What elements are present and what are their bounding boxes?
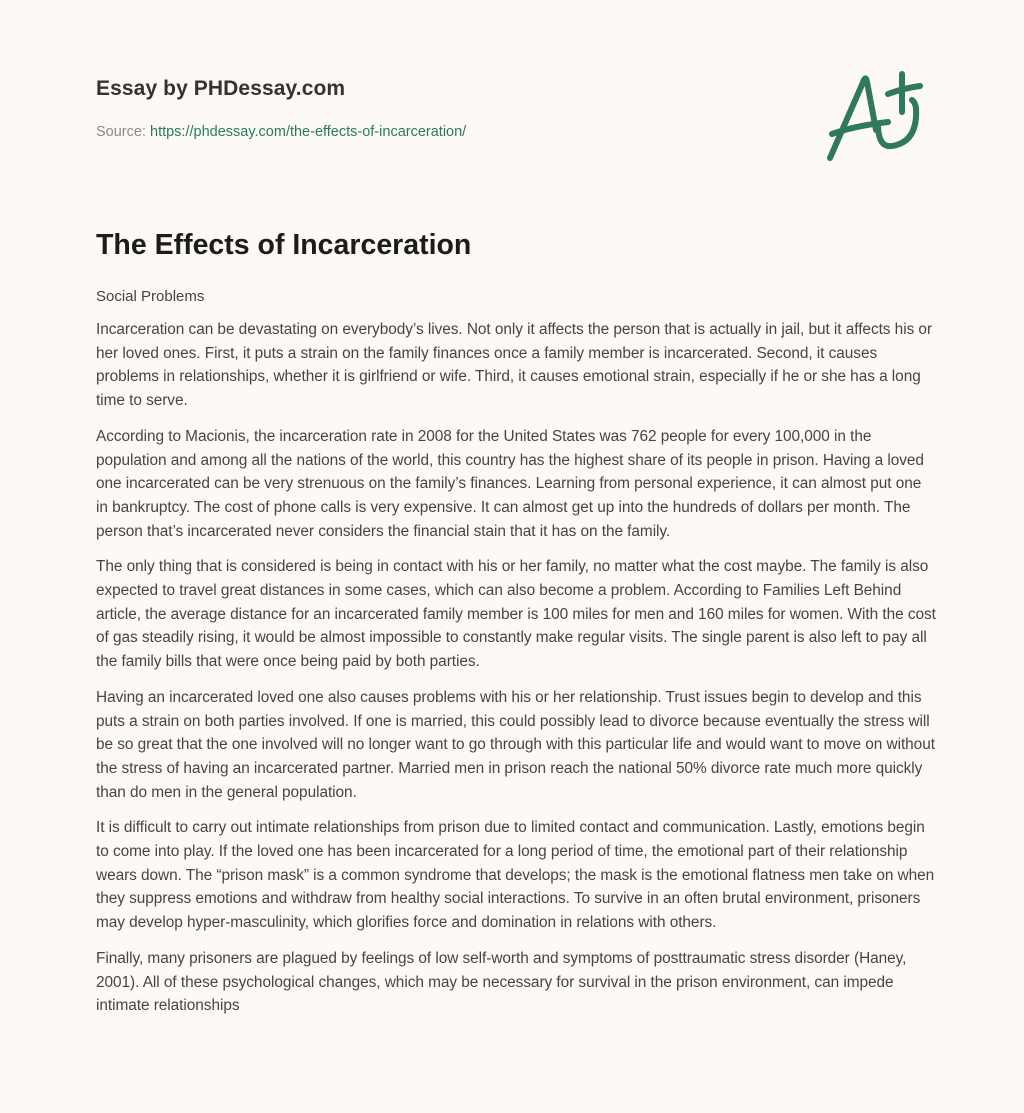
paragraph: Finally, many prisoners are plagued by feelings of low self-worth and symptoms of posttraumatic stress disorder (Haney, 2001). All of these psychological changes, which may be necessary for survival in the prison environment, can impede intimate relationships bbox=[96, 949, 907, 1015]
source-line bbox=[96, 122, 796, 142]
paragraph: Having an incarcerated loved one also causes problems with his or her relationship. Trust issues begin to develop and this puts a strain on both parties involved. If one is married, this could possibly lead to divorce because eventually the stress will be so great that the one involved will no longer want to go through with this particular life and would want to move on without the stress of having an incarcerated partner. Married men in prison reach the national 50% divorce rate much more quickly than do men in the general population. bbox=[96, 688, 935, 801]
source-label: Source: bbox=[96, 124, 150, 140]
page-title: The Effects of Incarceration bbox=[96, 229, 472, 261]
category-label: Social Problems bbox=[96, 288, 205, 305]
site-title: Essay by PHDessay.com bbox=[96, 77, 346, 100]
paragraph: According to Macionis, the incarceration rate in 2008 for the United States was 762 people for every 100,000 in the population and among all the nations of the world, this country has the highest share of its people in prison. Having a loved one incarcerated can be very strenuous on the family’s finances. Learning from personal experience, it can almost put one in bankruptcy. The cost of phone calls is very expensive. It can almost get up into the hundreds of dollars per month. The person that’s incarcerated never considers the financial stain that it has on the family. bbox=[96, 427, 924, 540]
article bbox=[96, 226, 936, 1018]
paragraph: It is difficult to carry out intimate relationships from prison due to limited contact and communication. Lastly, emotions begin to come into play. If the loved one has been incarcerated for a long period of time, the emotional part of their relationship wears down. The “prison mask” is a common syndrome that develops; the mask is the emotional flatness men take on when they suppress emotions and withdraw from healthy social interactions. To survive in an often brutal environment, prisoners may develop hyper-masculinity, which glorifies force and domination in relations with others. bbox=[96, 819, 935, 932]
page-header bbox=[96, 74, 796, 142]
paragraph: Incarceration can be devastating on everybody’s lives. Not only it affects the person that is actually in jail, but it affects his or her loved ones. First, it puts a strain on the family finances once a family member is incarcerated. Second, it causes problems in relationships, whether it is girlfriend or wife. Third, it causes emotional strain, especially if he or she has a long time to serve. bbox=[96, 321, 933, 410]
a-plus-grade-icon bbox=[820, 64, 932, 168]
source-link[interactable]: https://phdessay.com/the-effects-of-incarceration/ bbox=[150, 124, 467, 140]
paragraph: The only thing that is considered is being in contact with his or her family, no matter what the cost maybe. The family is also expected to travel great distances in some cases, which can also become a problem. According to Families Left Behind article, the average distance for an incarcerated family member is 100 miles for men and 160 miles for women. With the cost of gas steadily rising, it would be almost impossible to constantly make regular visits. The single parent is also left to pay all the family bills that were once being paid by both parties. bbox=[96, 558, 936, 671]
